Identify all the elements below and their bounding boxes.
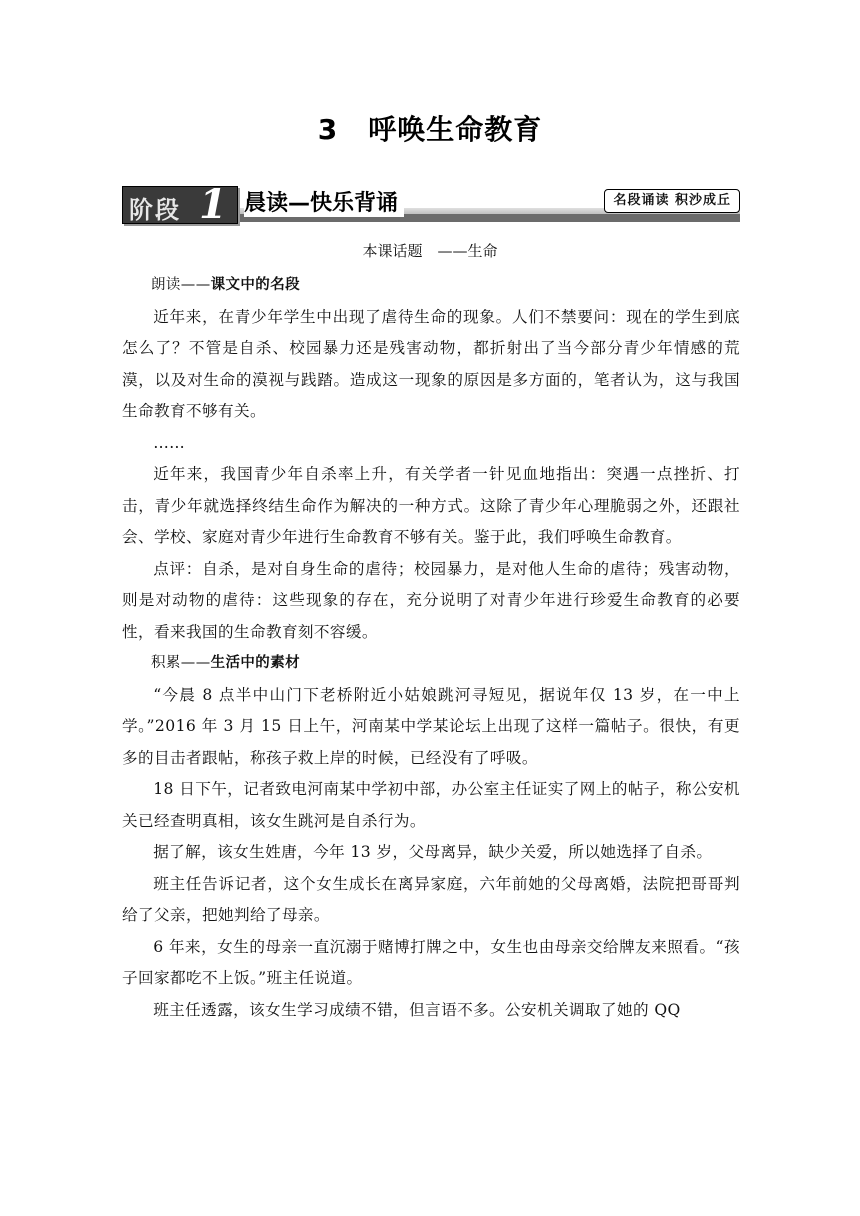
ellipsis: …… [153, 433, 186, 452]
banner-section-title: 晨读—快乐背诵 [244, 186, 404, 217]
paragraph: “今晨 8 点半中山门下老桥附近小姑娘跳河寻短见，据说年仅 13 岁，在一中上学。”2016 年 3 月 15 日上午，河南某中学某论坛上出现了这样一篇帖子。很快，有更多的目击者跟帖，称孩子救上岸的时候，已经没有了呼吸。 [122, 685, 740, 767]
paragraph: 18 日下午，记者致电河南某中学初中部，办公室主任证实了网上的帖子，称公安机关已经查明真相，该女生跳河是自杀行为。 [122, 780, 740, 830]
comment-paragraph: 点评：自杀，是对自身生命的虐待；校园暴力，是对他人生命的虐待；残害动物，则是对动物的虐待：这些现象的存在，充分说明了对青少年进行珍爱生命教育的必要性，看来我国的生命教育刻不容缓。 [122, 559, 740, 641]
body-content [122, 270, 740, 1026]
section-heading-reading [122, 270, 740, 302]
stage-badge [122, 181, 238, 228]
topic-subtitle: 本课话题 ——生命 [362, 242, 498, 260]
stage-label: 阶段 [129, 196, 181, 224]
paragraph: 6 年来，女生的母亲一直沉溺于赌博打牌之中，女生也由母亲交给牌友来照看。“孩子回家都吃不上饭。”班主任说道。 [122, 937, 740, 987]
lesson-number: 3 [317, 113, 339, 146]
section-heading-accumulate [122, 648, 740, 680]
paragraph: 据了解，该女生姓唐，今年 13 岁，父母离异，缺少关爱，所以她选择了自杀。 [153, 843, 713, 861]
banner-tag: 名段诵读 积沙成丘 [604, 189, 740, 213]
stage-banner [122, 181, 740, 228]
paragraph: 近年来，在青少年学生中出现了虐待生命的现象。人们不禁要问：现在的学生到底怎么了？不管是自杀、校园暴力还是残害动物，都折射出了当今部分青少年情感的荒漠，以及对生命的漠视与践踏。造成这一现象的原因是多方面的，笔者认为，这与我国生命教育不够有关。 [122, 307, 740, 420]
paragraph: 班主任透露，该女生学习成绩不错，但言语不多。公安机关调取了她的 QQ [153, 1000, 681, 1019]
section-prefix: 积累—— [151, 655, 211, 671]
paragraph: 班主任告诉记者，这个女生成长在离异家庭，六年前她的父母离婚，法院把哥哥判给了父亲，把她判给了母亲。 [122, 874, 740, 924]
section-prefix: 朗读—— [151, 277, 211, 293]
lesson-title-text: 呼唤生命教育 [368, 113, 543, 146]
paragraph: 近年来，我国青少年自杀率上升，有关学者一针见血地指出：突遇一点挫折、打击，青少年就选择终结生命作为解决的一种方式。这除了青少年心理脆弱之外，还跟社会、学校、家庭对青少年进行生命教育不够有关。鉴于此，我们呼唤生命教育。 [122, 465, 740, 546]
section-title: 生活中的素材 [210, 655, 301, 671]
lesson-title [0, 108, 860, 148]
stage-number: 1 [199, 181, 227, 228]
section-title: 课文中的名段 [210, 277, 301, 293]
